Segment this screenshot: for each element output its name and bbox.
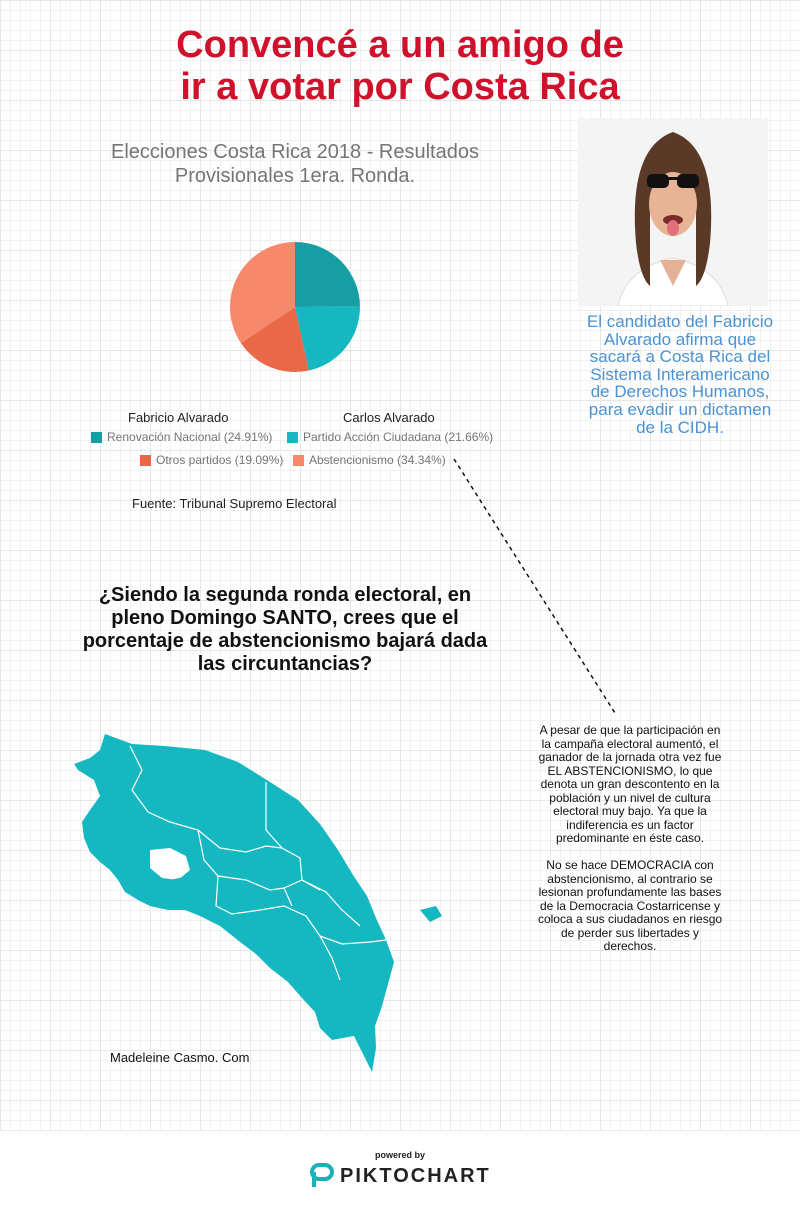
legend-item-abstencionismo [293,453,446,467]
photo-caption: El candidato del Fabricio Alvarado afirma que sacará a Costa Rica del Sistema Interamericano de Derechos Humanos, para evadir un dictamen de la CIDH. [586,312,774,437]
legend-swatch [91,432,102,443]
piktochart-brand-name: PIKTOCHART [340,1164,491,1187]
costa-rica-map [70,730,450,1080]
legend-label: Abstencionismo (34.34%) [309,453,446,467]
piktochart-brand-link[interactable] [310,1163,491,1189]
side-text [536,724,724,967]
legend-candidate-0: Fabricio Alvarado [128,410,229,425]
candidate-photo [578,118,768,306]
side-text-p1: A pesar de que la participación en la campaña electoral aumentó, el ganador de la jornada otra vez fue EL ABSTENCIONISMO, lo que denota un gran descontento en la población y un nivel de cultura electoral muy bajo. Ya que la indiferencia es un factor predominante en éste caso. [538,723,722,845]
main-title-line2: ir a votar por Costa Rica [180,66,620,108]
legend-item-pac [287,430,493,444]
legend-label: Renovación Nacional (24.91%) [107,430,273,444]
legend-label: Otros partidos (19.09%) [156,453,284,467]
source-note: Fuente: Tribunal Supremo Electoral [132,496,337,511]
dashed-connector [450,455,620,720]
legend-swatch [287,432,298,443]
legend-item-otros [140,453,283,467]
main-title-line1: Convencé a un amigo de [176,24,624,66]
pie-slice-0 [295,242,360,307]
legend-swatch [293,455,304,466]
legend-candidate-1: Carlos Alvarado [343,410,435,425]
question-text: ¿Siendo la segunda ronda electoral, en pleno Domingo SANTO, crees que el porcentaje de abstencionismo bajará dada las circuntancias? [82,584,488,675]
piktochart-logo-icon [310,1163,334,1189]
legend-swatch [140,455,151,466]
legend-item-renovacion [91,430,272,444]
pie-chart [220,232,370,382]
side-text-p2: No se hace DEMOCRACIA con abstencionismo, al contrario se lesionan profundamente las bases de la Democracia Costarricense y coloca a sus ciudadanos en riesgo de perder sus libertades y derechos. [537,858,723,953]
main-title [60,24,740,108]
author-credit: Madeleine Casmo. Com [110,1050,250,1065]
powered-by-label: powered by [374,1150,425,1160]
legend-label: Partido Acción Ciudadana (21.66%) [303,430,494,444]
chart-title: Elecciones Costa Rica 2018 - Resultados Provisionales 1era. Ronda. [111,141,479,187]
